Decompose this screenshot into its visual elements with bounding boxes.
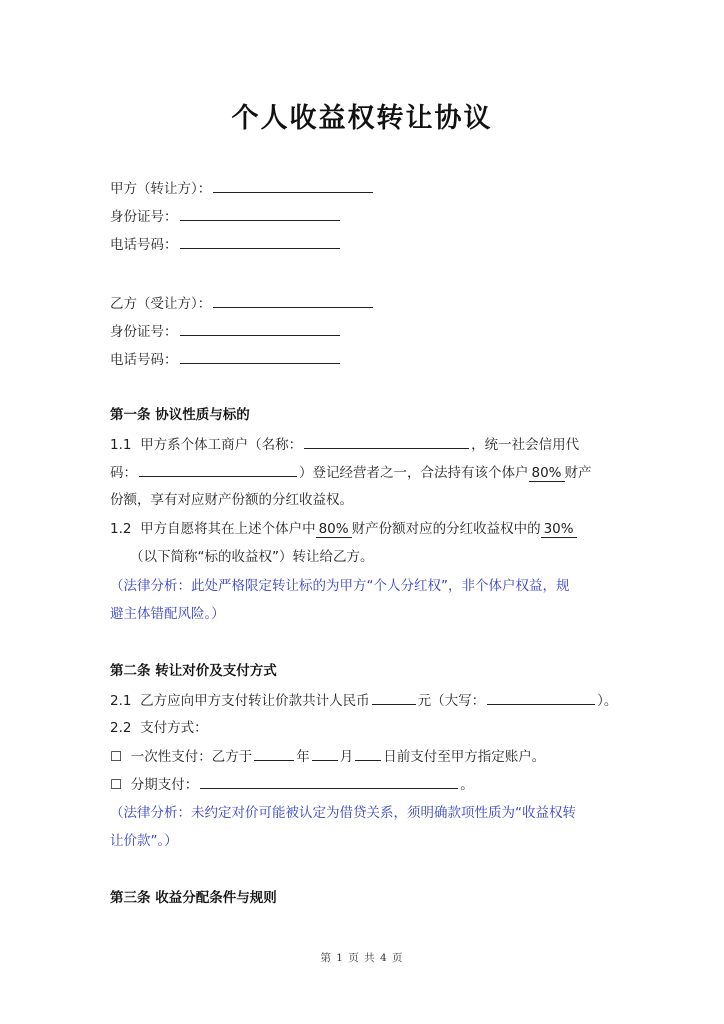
transfer-percent-value: 30% xyxy=(541,521,577,538)
legal-note-1-line2: 避主体错配风险。） xyxy=(110,606,225,622)
party-b-id-label: 身份证号： xyxy=(110,324,178,340)
clause-number: 2.1 xyxy=(110,693,132,709)
credit-code-blank[interactable] xyxy=(139,462,297,477)
page-number: 第 1 页 共 4 页 xyxy=(320,952,404,964)
party-b-blank[interactable] xyxy=(213,293,373,308)
clause-1-1-line1 xyxy=(110,434,579,455)
party-b-line xyxy=(110,293,375,314)
clause-text: 月 xyxy=(339,749,354,765)
article1-heading: 第一条 协议性质与标的 xyxy=(110,407,250,423)
clause-1-1-line2 xyxy=(110,462,592,483)
article3-heading: 第三条 收益分配条件与规则 xyxy=(110,890,277,906)
share-percent-value: 80% xyxy=(529,465,565,482)
clause-2-1 xyxy=(110,690,617,711)
clause-text: 日前支付至甲方指定账户。 xyxy=(383,749,546,765)
party-a-id-label: 身份证号： xyxy=(110,209,178,225)
clause-1-2-line1 xyxy=(110,519,577,539)
clause-text: ）。 xyxy=(597,693,618,709)
amount-blank[interactable] xyxy=(372,690,416,705)
legal-note-2-line2: 让价款”。） xyxy=(110,833,178,849)
clause-text: 乙方应向甲方支付转让价款共计人民币 xyxy=(140,693,370,709)
party-a-line xyxy=(110,178,375,199)
party-a-id-blank[interactable] xyxy=(180,206,340,221)
party-a-id-line xyxy=(110,206,342,227)
party-a-label: 甲方（转让方）： xyxy=(110,181,212,197)
party-a-phone-label: 电话号码： xyxy=(110,237,178,253)
clause-text: ，统一社会信用代 xyxy=(471,437,580,453)
clause-number: 2.2 xyxy=(110,720,132,736)
document-title: 个人收益权转让协议 xyxy=(231,103,493,134)
day-blank[interactable] xyxy=(355,746,381,761)
clause-text: 财产 xyxy=(564,465,592,481)
clause-text: 元（大写： xyxy=(417,693,486,709)
party-a-phone-blank[interactable] xyxy=(180,234,340,249)
clause-text: 。 xyxy=(460,777,474,793)
clause-text: ）登记经营者之一，合法持有该个体户 xyxy=(299,465,529,481)
party-b-phone-line xyxy=(110,349,342,370)
clause-number: 1.2 xyxy=(110,521,132,537)
legal-note-2-line1: （法律分析：未约定对价可能被认定为借贷关系，须明确款项性质为“收益权转 xyxy=(110,805,576,821)
clause-text: 甲方系个体工商户（名称： xyxy=(140,437,303,453)
clause-text: 年 xyxy=(296,749,310,765)
year-blank[interactable] xyxy=(254,746,294,761)
party-b-phone-label: 电话号码： xyxy=(110,352,178,368)
business-name-blank[interactable] xyxy=(304,434,469,449)
clause-text: 财产份额对应的分红收益权中的 xyxy=(351,521,541,537)
party-b-id-blank[interactable] xyxy=(180,321,340,336)
clause-text: 一次性支付：乙方于 xyxy=(130,749,253,765)
clause-2-2 xyxy=(110,718,208,738)
legal-note-1-line1: （法律分析：此处严格限定转让标的为甲方“个人分红权”，非个体户权益，规 xyxy=(110,578,570,594)
party-a-phone-line xyxy=(110,234,342,255)
clause-text: 分期支付： xyxy=(130,777,199,793)
installment-checkbox[interactable]: ☐ xyxy=(110,777,123,793)
payment-option-lump-sum xyxy=(110,746,545,767)
amount-words-blank[interactable] xyxy=(487,690,595,705)
lump-sum-checkbox[interactable]: ☐ xyxy=(110,749,123,765)
share-percent-value: 80% xyxy=(316,521,352,538)
installment-blank[interactable] xyxy=(200,774,458,789)
clause-text: 支付方式： xyxy=(140,720,208,736)
party-b-label: 乙方（受让方）： xyxy=(110,296,212,312)
party-b-id-line xyxy=(110,321,342,342)
payment-option-installment xyxy=(110,774,474,795)
article2-heading: 第二条 转让对价及支付方式 xyxy=(110,663,277,679)
clause-text: 甲方自愿将其在上述个体户中 xyxy=(140,521,316,537)
clause-text: 码： xyxy=(110,465,137,481)
month-blank[interactable] xyxy=(312,746,338,761)
clause-1-2-line2: （以下简称“标的收益权”）转让给乙方。 xyxy=(130,549,374,565)
clause-number: 1.1 xyxy=(110,437,132,453)
clause-1-1-line3: 份额，享有对应财产份额的分红收益权。 xyxy=(110,492,353,508)
party-a-blank[interactable] xyxy=(213,178,373,193)
party-b-phone-blank[interactable] xyxy=(180,349,340,364)
